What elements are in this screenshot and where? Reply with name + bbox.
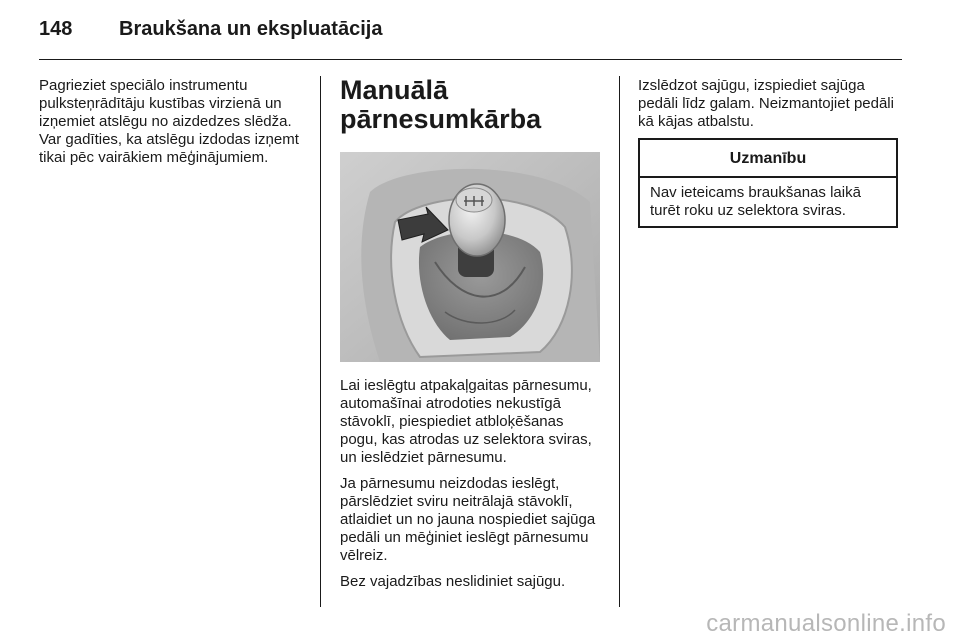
column-left	[39, 77, 304, 175]
caution-title: Uzmanību	[640, 140, 896, 178]
body-paragraph: Lai ieslēgtu atpakaļgaitas pārnesumu, automašīnai atrodoties nekustīgā stāvoklī, piespiediet atbloķēšanas pogu, kas atrodas uz selektora sviras, un ieslēdziet pārnesumu.	[340, 377, 592, 466]
body-paragraph: Bez vajadzības neslidiniet sajūgu.	[340, 573, 566, 590]
caution-box	[638, 138, 898, 228]
column-middle-body	[340, 377, 605, 599]
column-middle-heading	[340, 76, 605, 134]
body-paragraph: Ja pārnesumu neizdodas ieslēgt, pārslēdziet sviru neitrālajā stāvoklī, atlaidiet un no jauna nospiediet sajūga pedāli un mēģiniet ieslēgt pārnesumu vēlreiz.	[340, 475, 596, 564]
page-number: 148	[39, 18, 73, 40]
column-divider	[320, 76, 321, 607]
gear-shift-illustration	[340, 152, 600, 362]
column-divider	[619, 76, 620, 607]
header-rule	[39, 59, 902, 60]
watermark: carmanualsonline.info	[706, 610, 946, 637]
section-title-line: Manuālā	[340, 75, 449, 105]
section-title	[340, 76, 605, 134]
caution-text: Nav ieteicams braukšanas laikā turēt roku uz selektora sviras.	[650, 184, 861, 219]
column-right	[638, 77, 903, 139]
body-paragraph: Izslēdzot sajūgu, izspiediet sajūga pedāli līdz galam. Neizmantojiet pedāli kā kājas atbalstu.	[638, 77, 894, 130]
chapter-title: Braukšana un ekspluatācija	[119, 18, 383, 40]
page-header	[39, 18, 382, 48]
body-paragraph: Pagrieziet speciālo instrumentu pulksteņrādītāju kustības virzienā un izņemiet atslēgu no aizdedzes slēdža. Var gadīties, ka atslēgu izdodas izņemt tikai pēc vairākiem mēģinājumiem.	[39, 77, 299, 166]
section-title-line: pārnesumkārba	[340, 104, 542, 134]
gear-shift-icon	[340, 152, 600, 362]
